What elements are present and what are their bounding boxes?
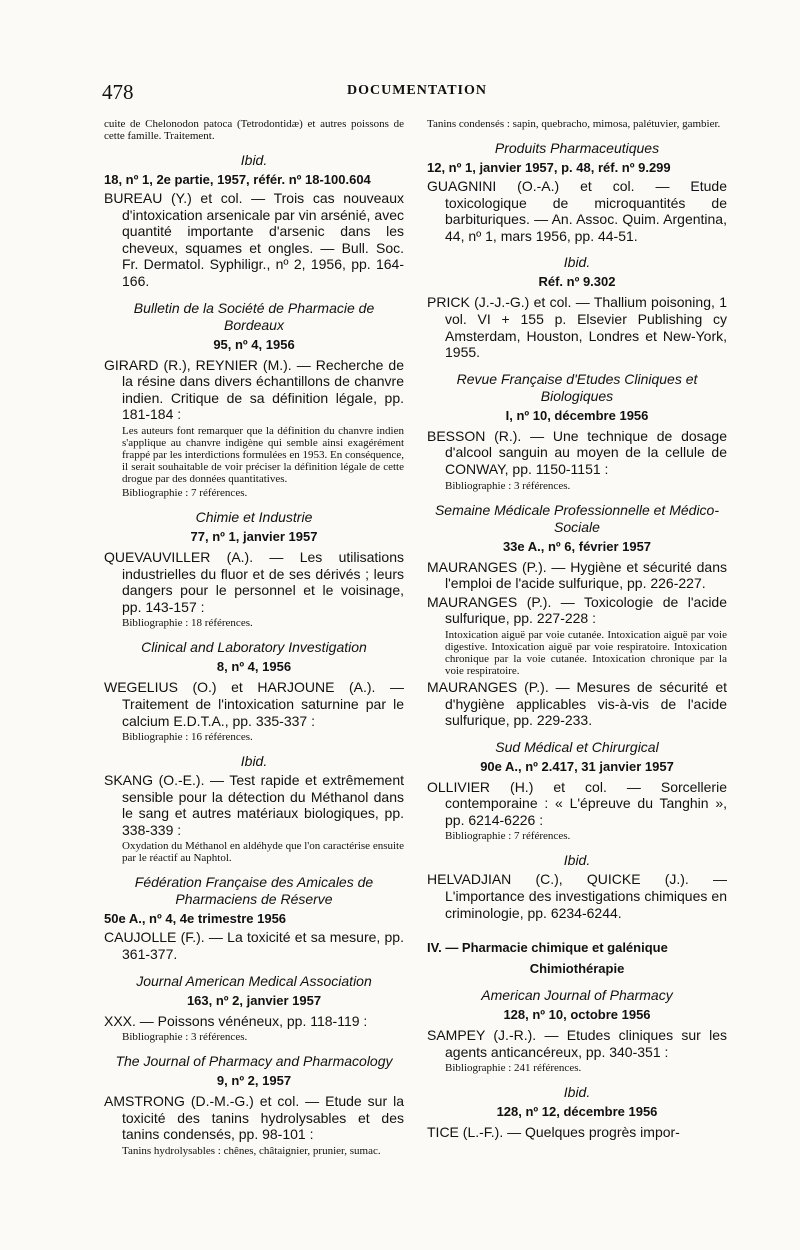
entry-note: Bibliographie : 7 références. <box>122 486 248 499</box>
issue-line: Réf. nº 9.302 <box>538 274 616 290</box>
issue-line: 8, nº 4, 1956 <box>216 659 292 675</box>
issue-line: 33e A., nº 6, février 1957 <box>502 538 652 554</box>
issue-line: 12, nº 1, janvier 1957, p. 48, réf. nº 9.299 <box>427 160 671 175</box>
bibliographic-entry: XXX. — Poissons vénéneux, pp. 118-119 : <box>104 1012 368 1029</box>
journal-title: Ibid. <box>563 852 591 869</box>
bibliographic-entry: MAURANGES (P.). — Hygiène et sécurité dans l'emploi de l'acide sulfurique, pp. 226-227. <box>427 558 727 592</box>
entry-note: Bibliographie : 18 références. <box>122 617 253 630</box>
bibliographic-entry: GUAGNINI (O.-A.) et col. — Etude toxicologique de microquantités de barbituriques. — An. Assoc. Quim. Argentina, 44, nº 1, mars 1956, pp. 44-51. <box>427 178 727 244</box>
running-head: DOCUMENTATION <box>346 83 488 98</box>
entry-note: Tanins hydrolysables : chênes, châtaignier, prunier, sumac. <box>122 1145 381 1158</box>
bibliographic-entry: PRICK (J.-J.-G.) et col. — Thallium poisoning, 1 vol. VI + 155 p. Elsevier Publishing cy Amsterdam, Houston, Londres et New-York, 1955. <box>427 294 727 361</box>
issue-line: 128, nº 12, décembre 1956 <box>496 1104 658 1120</box>
issue-line: 18, nº 1, 2e partie, 1957, référ. nº 18-100.604 <box>104 172 371 187</box>
journal-title: Journal American Medical Association <box>136 972 372 989</box>
entry-note: Bibliographie : 3 références. <box>122 1031 248 1044</box>
journal-title: Clinical and Laboratory Investigation <box>141 639 367 656</box>
page-header <box>102 80 732 106</box>
issue-line: 9, nº 2, 1957 <box>216 1073 292 1089</box>
bibliographic-entry: MAURANGES (P.). — Mesures de sécurité et d'hygiène applicables vis-à-vis de l'acide sulfurique, pp. 229-233. <box>427 678 727 729</box>
bibliographic-entry: CAUJOLLE (F.). — La toxicité et sa mesure, pp. 361-377. <box>104 929 404 963</box>
journal-title: Revue Française d'Etudes Cliniques et Biologiques <box>456 370 698 404</box>
bibliographic-entry: SAMPEY (J.-R.). — Etudes cliniques sur les agents anticancéreux, pp. 340-351 : <box>427 1027 727 1060</box>
issue-line: 95, nº 4, 1956 <box>213 336 295 352</box>
journal-title: Bulletin de la Société de Pharmacie de Bordeaux <box>133 299 375 333</box>
right-column <box>427 117 727 1143</box>
entry-note: Bibliographie : 7 références. <box>445 830 571 843</box>
entry-note: Les auteurs font remarquer que la définition du chanvre indien s'applique au chanvre indigène qui semble ainsi exagérément frappé par les interdictions formulées en 1953. En conséquence, il serait souhaitable de voir préciser la définition légale de cette drogue par des données quantitatives. <box>122 424 404 485</box>
bibliographic-entry: QUEVAUVILLER (A.). — Les utilisations industrielles du fluor et de ses dérivés ; leurs dangers pour le personnel et le voisinage, pp. 143-157 : <box>104 548 404 615</box>
bibliographic-entry: BESSON (R.). — Une technique de dosage d'alcool sanguin au moyen de la cellule de CONWAY, pp. 1150-1151 : <box>427 427 727 477</box>
bibliographic-entry: WEGELIUS (O.) et HARJOUNE (A.). — Traitement de l'intoxication saturnine par le calcium E.D.T.A., pp. 335-337 : <box>104 679 404 729</box>
bibliographic-entry: TICE (L.-F.). — Quelques progrès impor- <box>427 1124 680 1141</box>
journal-title: The Journal of Pharmacy and Pharmacology <box>115 1053 393 1070</box>
bibliographic-entry: MAURANGES (P.). — Toxicologie de l'acide sulfurique, pp. 227-228 : <box>427 593 727 627</box>
bibliographic-entry: SKANG (O.-E.). — Test rapide et extrêmement sensible pour la détection du Méthanol dans le sang et autres matériaux biologiques, pp. 338-339 : <box>104 772 404 838</box>
issue-line: 163, nº 2, janvier 1957 <box>186 992 322 1008</box>
entry-note: cuite de Chelonodon patoca (Tetrodontidæ) et autres poissons de cette famille. Traitement. <box>104 118 404 142</box>
bibliographic-entry: BUREAU (Y.) et col. — Trois cas nouveaux d'intoxication arsenicale par vin arsénié, avec quantité importante d'arsenic dans les cheveux, squames et ongles. — Bull. Soc. Fr. Dermatol. Syphiligr., nº 2, 1956, pp. 164-166. <box>104 190 404 289</box>
issue-line: 77, nº 1, janvier 1957 <box>190 528 318 544</box>
journal-title: Fédération Française des Amicales de Pharmaciens de Réserve <box>134 874 374 908</box>
bibliographic-entry: HELVADJIAN (C.), QUICKE (J.). — L'importance des investigations chimiques en criminologie, pp. 6234-6244. <box>427 871 727 921</box>
issue-line: 128, nº 10, octobre 1956 <box>503 1007 651 1023</box>
journal-title: Semaine Médicale Professionnelle et Médico-Sociale <box>434 501 720 535</box>
left-column <box>104 117 404 1159</box>
entry-note: Intoxication aiguë par voie cutanée. Intoxication aiguë par voie digestive. Intoxication aiguë par voie respiratoire. Intoxication chronique par la voie cutanée. Intoxication chronique par la voie respiratoire. <box>445 628 727 677</box>
entry-note: Bibliographie : 241 références. <box>445 1062 582 1075</box>
issue-line: I, nº 10, décembre 1956 <box>505 407 649 423</box>
section-heading: IV. — Pharmacie chimique et galénique <box>427 940 668 956</box>
issue-line: 50e A., nº 4, 4e trimestre 1956 <box>104 911 287 927</box>
journal-title: Sud Médical et Chirurgical <box>495 738 659 755</box>
page-number: 478 <box>102 80 134 104</box>
journal-title: American Journal of Pharmacy <box>481 987 673 1004</box>
journal-title: Ibid. <box>563 1084 591 1101</box>
bibliographic-entry: GIRARD (R.), REYNIER (M.). — Recherche de la résine dans divers échantillons de chanvre indien. Critique de sa définition légale, pp. 181-184 : <box>104 356 404 423</box>
bibliographic-entry: OLLIVIER (H.) et col. — Sorcellerie contemporaine : « L'épreuve du Tanghin », pp. 6214-6226 : <box>427 778 727 828</box>
journal-title: Ibid. <box>240 152 268 168</box>
issue-line: 90e A., nº 2.417, 31 janvier 1957 <box>480 758 674 774</box>
entry-note: Bibliographie : 3 références. <box>445 479 571 492</box>
entry-note: Tanins condensés : sapin, quebracho, mimosa, palétuvier, gambier. <box>427 118 721 130</box>
section-subheading: Chimiothérapie <box>529 961 625 977</box>
bibliographic-entry: AMSTRONG (D.-M.-G.) et col. — Etude sur la toxicité des tanins hydrolysables et des tanins condensés, pp. 98-101 : <box>104 1093 404 1143</box>
journal-title: Chimie et Industrie <box>195 508 313 525</box>
entry-note: Bibliographie : 16 références. <box>122 731 253 744</box>
journal-title: Ibid. <box>563 254 591 271</box>
journal-title: Ibid. <box>240 753 268 770</box>
journal-title: Produits Pharmaceutiques <box>494 140 660 156</box>
entry-note: Oxydation du Méthanol en aldéhyde que l'on caractérise ensuite par le réactif au Naphtol. <box>122 840 404 865</box>
